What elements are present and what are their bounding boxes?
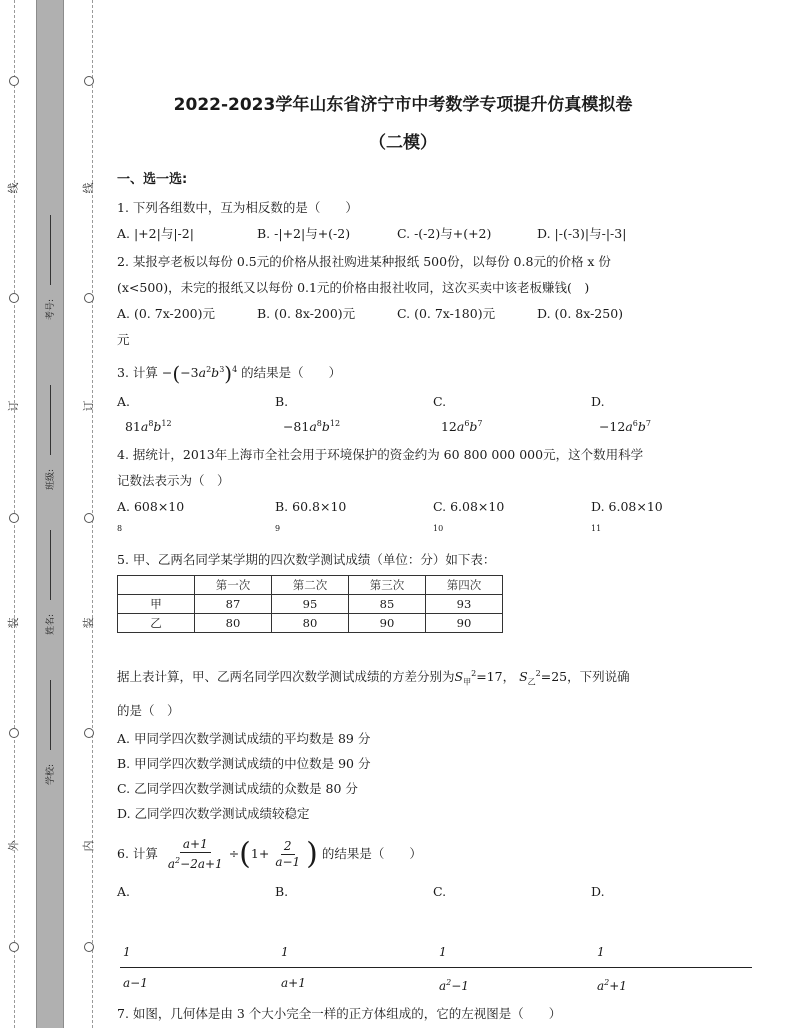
question-1-options <box>117 223 677 245</box>
school-blank[interactable] <box>50 680 51 750</box>
question-6-stem <box>117 835 677 874</box>
name-label: 姓名: <box>46 613 57 636</box>
question-3-options <box>117 391 677 438</box>
exam-number-label: 考号: <box>46 298 57 321</box>
question-5-choice-a[interactable]: A. 甲同学四次数学测试成绩的平均数是 89 分 <box>117 730 371 746</box>
question-6-option-b[interactable]: B. 1 a+1 <box>275 877 433 1001</box>
seal-char-outer-bind: 装 <box>7 617 20 629</box>
table-cell: 95 <box>272 594 349 613</box>
class-label: 班级: <box>46 468 57 491</box>
table-cell: 90 <box>349 613 426 632</box>
binding-strip <box>36 0 64 1028</box>
scores-table <box>117 575 503 633</box>
question-6-options <box>117 877 677 1001</box>
table-cell: 90 <box>426 613 503 632</box>
question-6-option-d[interactable]: D. 1 $a^2+1$ <box>591 877 749 1001</box>
question-5-choice-b[interactable]: B. 甲同学四次数学测试成绩的中位数是 90 分 <box>117 755 371 771</box>
question-2-stem-line-1: 2. 某报亭老板以每份 0.5元的价格从报社购进某种报纸 500份，以每份 0.8元的价格 x 份 <box>117 254 611 269</box>
question-4-option-a[interactable]: A. 608×10 $^8$ <box>117 498 185 533</box>
question-5-followup-line-2: 的是（ ） <box>117 702 180 718</box>
exam-number-field[interactable] <box>40 215 60 328</box>
question-1-option-d[interactable]: D. |-(-3)|与-|-3| <box>537 226 627 241</box>
exam-title: 2022-2023学年山东省济宁市中考数学专项提升仿真模拟卷 <box>173 95 633 115</box>
question-4-option-c[interactable]: C. 6.08×10 $^{10}$ <box>433 498 505 533</box>
punch-hole <box>84 942 94 952</box>
table-header-cell: 第四次 <box>426 575 503 594</box>
punch-hole <box>9 728 19 738</box>
question-3-option-c[interactable]: C. $12a^6b^7$ <box>433 393 483 434</box>
class-field[interactable] <box>40 385 60 498</box>
seal-char-outer: 外 <box>7 840 20 852</box>
table-cell: 87 <box>195 594 272 613</box>
question-4-stem-line-2: 记数法表示为（ ） <box>117 472 230 488</box>
question-3-option-a[interactable]: A. $81a^8b^{12}$ <box>117 393 172 434</box>
question-3-stem <box>117 359 677 385</box>
section-heading: 一、选一选: <box>117 172 188 187</box>
question-3-suffix: 的结果是（ ） <box>241 365 342 381</box>
question-5-followup: 据上表计算，甲、乙两名同学四次数学测试成绩的方差分别为$S_甲^2=17$， $S_乙^2=25$，下列说确 <box>117 668 630 687</box>
table-cell: 乙 <box>118 613 195 632</box>
table-cell: 甲 <box>118 594 195 613</box>
question-3-expression: $-(-3a^2b^3)^4$ <box>161 361 238 386</box>
question-1-option-b[interactable]: B. -|+2|与+(-2) <box>257 226 351 241</box>
question-2-option-b[interactable]: B. (0. 8x-200)元 <box>257 306 356 321</box>
seal-char-inner-order: 订 <box>82 400 95 412</box>
punch-hole <box>9 293 19 303</box>
table-header-cell: 第一次 <box>195 575 272 594</box>
punch-hole <box>84 728 94 738</box>
question-1-option-c[interactable]: C. -(-2)与+(+2) <box>397 226 492 241</box>
table-header-row <box>118 575 503 594</box>
table-row <box>118 594 503 613</box>
seal-char-inner: 内 <box>82 840 95 852</box>
table-cell: 85 <box>349 594 426 613</box>
table-header-cell <box>118 575 195 594</box>
school-field[interactable] <box>40 680 60 793</box>
question-3-prefix: 3. 计算 <box>117 365 158 381</box>
question-2-option-a[interactable]: A. (0. 7x-200)元 <box>117 306 215 321</box>
table-header-cell: 第二次 <box>272 575 349 594</box>
question-2-option-d[interactable]: D. (0. 8x-250) <box>537 306 624 321</box>
question-4-options <box>117 496 677 543</box>
punch-hole <box>84 513 94 523</box>
class-blank[interactable] <box>50 385 51 455</box>
seal-char-inner-bind: 装 <box>82 617 95 629</box>
table-header-cell: 第三次 <box>349 575 426 594</box>
variance-jia: =17， <box>476 669 516 685</box>
question-1-option-a[interactable]: A. |+2|与|-2| <box>117 226 194 241</box>
question-2-options <box>117 303 677 325</box>
seal-char-outer-order: 订 <box>7 400 20 412</box>
seal-char-outer-line: 线 <box>7 182 20 194</box>
table-cell: 80 <box>195 613 272 632</box>
question-5-choice-c[interactable]: C. 乙同学四次数学测试成绩的众数是 80 分 <box>117 780 358 796</box>
exam-subtitle: （二模） <box>369 133 437 153</box>
question-3-option-d[interactable]: D. $-12a^6b^7$ <box>591 393 651 434</box>
question-1-stem: 1. 下列各组数中，互为相反数的是（ ） <box>117 200 358 215</box>
exam-content <box>117 90 677 1028</box>
name-blank[interactable] <box>50 530 51 600</box>
question-6-option-c[interactable]: C. 1 $a^2-1$ <box>433 877 591 1001</box>
table-cell: 80 <box>272 613 349 632</box>
school-label: 学校: <box>46 763 57 786</box>
question-2-stem-line-2: (x<500)，未完的报纸又以每份 0.1元的价格由报社收同，这次买卖中该老板赚钱( ) <box>117 280 590 295</box>
name-field[interactable] <box>40 530 60 643</box>
question-4-option-d[interactable]: D. 6.08×10 $^{11}$ <box>591 498 663 533</box>
question-2-option-d-tail: 元 <box>117 332 130 347</box>
punch-hole <box>84 76 94 86</box>
question-5-choice-d[interactable]: D. 乙同学四次数学测试成绩较稳定 <box>117 805 310 821</box>
question-6-expression: $\frac{a+1}{a^2-2a+1}$ ÷(1+ $\frac{2}{a-1}$ ) <box>167 836 318 872</box>
punch-hole <box>9 942 19 952</box>
punch-hole <box>9 76 19 86</box>
question-3-option-b[interactable]: B. $-81a^8b^{12}$ <box>275 393 341 434</box>
question-4-stem-line-1: 4. 据统计，2013年上海市全社会用于环境保护的资金约为 60 800 000 000元，这个数用科学 <box>117 446 644 462</box>
seal-char-inner-line: 线 <box>82 182 95 194</box>
question-6-prefix: 6. 计算 <box>117 845 158 861</box>
question-5-stem: 5. 甲、乙两名同学某学期的四次数学测试成绩（单位：分）如下表： <box>117 551 496 567</box>
exam-number-blank[interactable] <box>50 215 51 285</box>
question-4-option-b[interactable]: B. 60.8×10 $^9$ <box>275 498 347 533</box>
variance-yi: =25，下列说确 <box>540 669 630 685</box>
question-7-stem: 7. 如图，几何体是由 3 个大小完全一样的正方体组成的，它的左视图是（ ） <box>117 1006 562 1022</box>
question-6-suffix: 的结果是（ ） <box>321 845 422 861</box>
question-5-followup-text: 据上表计算，甲、乙两名同学四次数学测试成绩的方差分别为 <box>117 669 455 685</box>
punch-hole <box>84 293 94 303</box>
table-row <box>118 613 503 632</box>
punch-hole <box>9 513 19 523</box>
question-2-option-c[interactable]: C. (0. 7x-180)元 <box>397 306 496 321</box>
question-6-option-a[interactable]: A. 1 a−1 <box>117 877 275 1001</box>
table-cell: 93 <box>426 594 503 613</box>
